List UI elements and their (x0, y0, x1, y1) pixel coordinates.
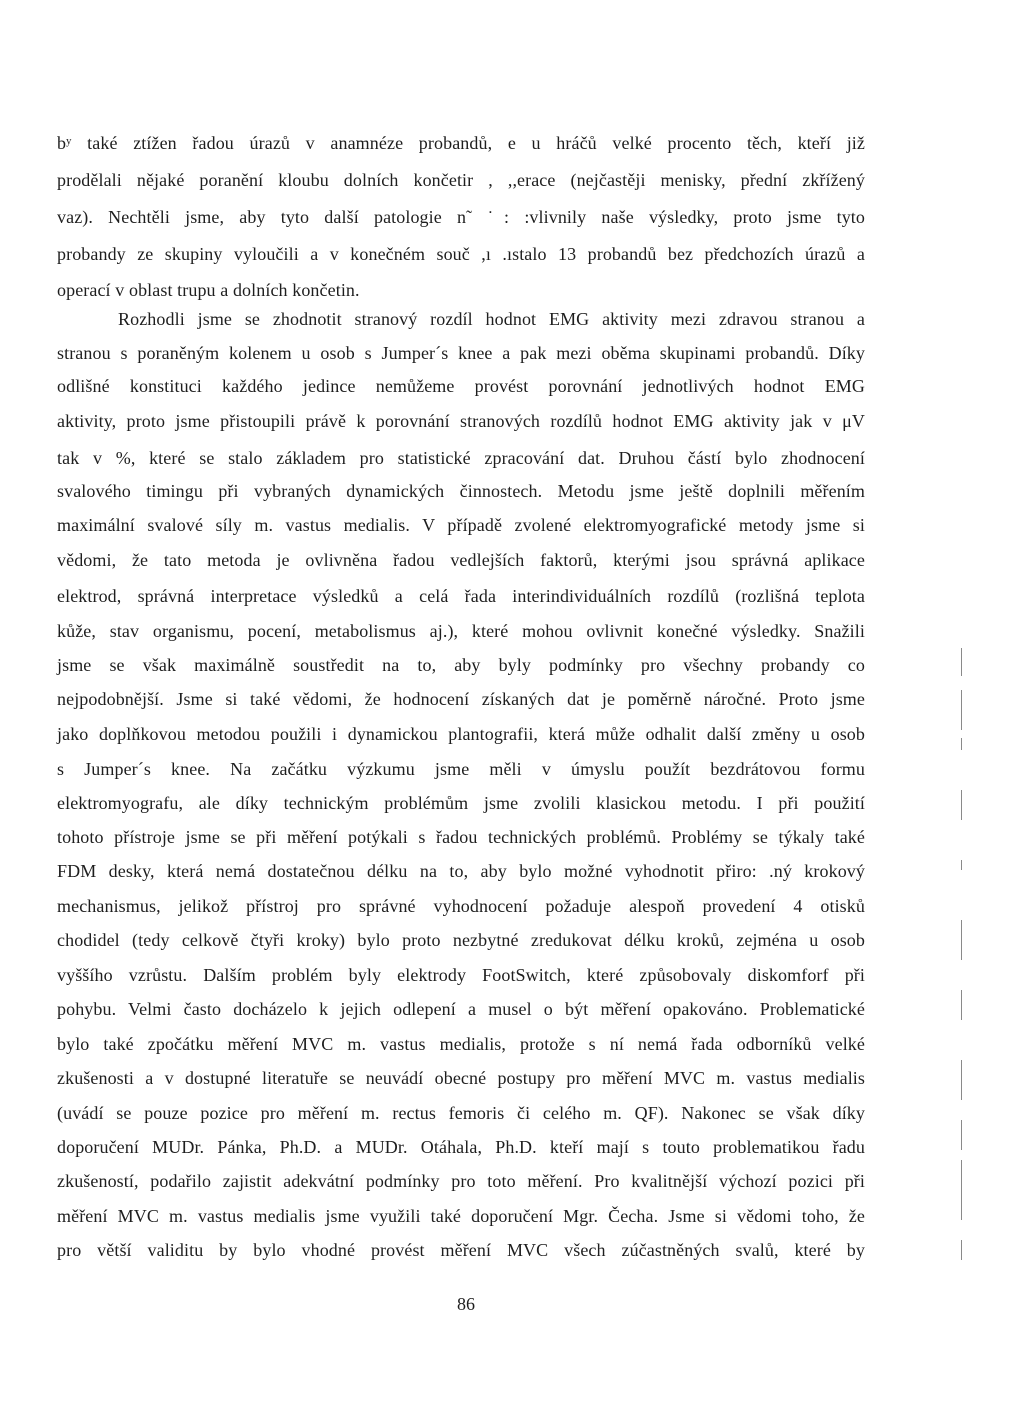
text-line: bylo také zpočátku měření MVC m. vastus medialis, protože s ní nemá řada odborníků velké (57, 1034, 865, 1054)
text-line: tohoto přístroje jsme se při měření potýkali s řadou technických problémů. Problémy se týkaly také (57, 827, 865, 847)
text-line: zkušenosti a v dostupné literatuře se neuvádí obecné postupy pro měření MVC m. vastus medialis (57, 1068, 865, 1088)
scan-artifact-mark (961, 1060, 962, 1100)
text-line: (uvádí se pouze pozice pro měření m. rectus femoris či celého m. QF). Nakonec se však díky (57, 1103, 865, 1123)
paragraph-first-line: Rozhodli jsme se zhodnotit stranový rozdíl hodnot EMG aktivity mezi zdravou stranou a (118, 309, 865, 329)
text-line: tak v %, které se stalo základem pro statistické zpracování dat. Druhou částí bylo zhodnocení (57, 448, 865, 468)
text-line: pohybu. Velmi často docházelo k jejich odlepení a musel o být měření opakováno. Problematické (57, 999, 865, 1019)
text-line: pro větší validitu by bylo vhodné provést měření MVC všech zúčastněných svalů, které by (57, 1240, 865, 1260)
text-line: prodělali nějaké poranění kloubu dolních končetir , ,,erace (nejčastěji menisky, přední zkřížený (57, 170, 865, 190)
text-line: zkušeností, podařilo zajistit adekvátní podmínky pro toto měření. Pro kvalitnější výchozí pozici při (57, 1171, 865, 1191)
text-line: elektromyografu, ale díky technickým problémům jsme zvolili klasickou metodu. I při použití (57, 793, 865, 813)
text-line: elektrod, správná interpretace výsledků a celá řada interindividuálních rozdílů (rozlišná teplota (57, 586, 865, 606)
scan-artifact-mark (961, 648, 962, 676)
scan-artifact-mark (961, 860, 962, 870)
text-line: vyššího vzrůstu. Dalším problém byly elektrody FootSwitch, které způsobovaly diskomforf při (57, 965, 865, 985)
text-line: doporučení MUDr. Pánka, Ph.D. a MUDr. Otáhala, Ph.D. kteří mají s touto problematikou řadu (57, 1137, 865, 1157)
text-line: stranou s poraněným kolenem u osob s Jumper´s knee a pak mezi oběma skupinami probandů. Díky (57, 343, 865, 363)
text-line: odlišné konstituci každého jedince nemůžeme provést porovnání jednotlivých hodnot EMG (57, 376, 865, 396)
text-line: aktivity, proto jsme přistoupili právě k porovnání stranových rozdílů hodnot EMG aktivity jak v μV (57, 411, 865, 431)
text-line: s Jumper´s knee. Na začátku výzkumu jsme měli v úmyslu použít bezdrátovou formu (57, 759, 865, 779)
scan-artifact-mark (961, 1240, 962, 1260)
scan-artifact-mark (961, 920, 962, 960)
text-line: bʸ také ztížen řadou úrazů v anamnéze probandů, e u hráčů velké procento těch, kteří již (57, 133, 865, 153)
text-line: měření MVC m. vastus medialis jsme využili také doporučení Mgr. Čecha. Jsme si vědomi toho, že (57, 1206, 865, 1226)
scan-artifact-mark (961, 990, 962, 1020)
page-number: 86 (457, 1294, 475, 1314)
text-line: vědomi, že tato metoda je ovlivněna řadou vedlejších faktorů, kterými jsou správná aplikace (57, 550, 865, 570)
text-line: operací v oblast trupu a dolních končetin. (57, 280, 360, 300)
scan-artifact-mark (961, 1120, 962, 1150)
text-line: chodidel (tedy celkově čtyři kroky) bylo proto nezbytné zredukovat délku kroků, zejména u osob (57, 930, 865, 950)
text-line: vaz). Nechtěli jsme, aby tyto další patologie n˜ ˙: :vlivnily naše výsledky, proto jsme tyto (57, 207, 865, 227)
text-line: maximální svalové síly m. vastus medialis. V případě zvolené elektromyografické metody jsme si (57, 515, 865, 535)
text-line: svalového timingu při vybraných dynamických činnostech. Metodu jsme ještě doplnili měřením (57, 481, 865, 501)
text-line: mechanismus, jelikož přístroj pro správné vyhodnocení požaduje alespoň provedení 4 otisků (57, 896, 865, 916)
scan-artifact-mark (961, 1160, 962, 1220)
text-line: nejpodobnější. Jsme si také vědomi, že hodnocení získaných dat je poměrně náročné. Proto jsme (57, 689, 865, 709)
scan-artifact-mark (961, 690, 962, 730)
text-line: jsme se však maximálně soustředit na to, aby byly podmínky pro všechny probandy co (57, 655, 865, 675)
scan-artifact-mark (961, 738, 962, 750)
scan-artifact-mark (961, 790, 962, 820)
text-line: probandy ze skupiny vyloučili a v konečném souč ,ı .ıstalo 13 probandů bez předchozích úrazů a (57, 244, 865, 264)
text-line: kůže, stav organismu, pocení, metabolismus aj.), které mohou ovlivnit konečné výsledky. Snažili (57, 621, 865, 641)
text-line: FDM desky, která nemá dostatečnou délku na to, aby bylo možné vyhodnotit přiro: .ný krokový (57, 861, 865, 881)
text-line: jako doplňkovou metodou použili i dynamickou plantografii, která může odhalit další změny u osob (57, 724, 865, 744)
